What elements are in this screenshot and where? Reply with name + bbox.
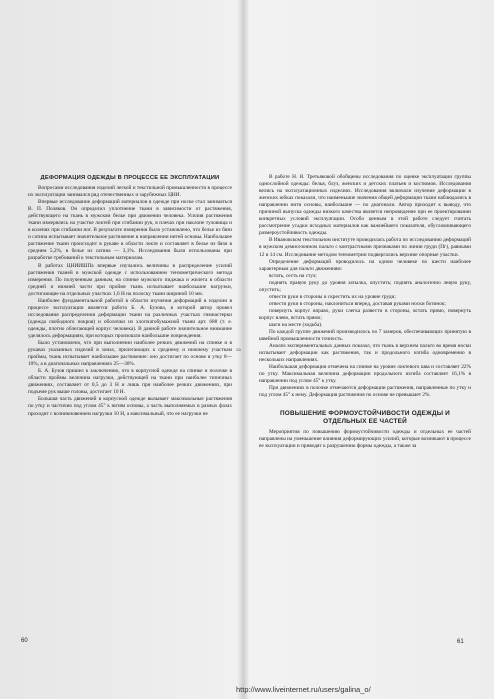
list-item: шаги на месте (ходьба). [269, 321, 323, 328]
paragraph: Б. А. Бузов пришел к заключению, что в корпусной одежде на спинке и полочке в области проймы величина нагрузки, действующей на ткани при наиболее типичных движениях, составляет от 0,5 до 3 Н и лишь при наиболее резких движениях, при подъеме рук выше головы, достигает 10 Н. [28, 368, 232, 396]
section-heading: ПОВЫШЕНИЕ ФОРМОУСТОЙЧИВОСТИ ОДЕЖДЫ И ОТДЕЛЬНЫХ ЕЕ ЧАСТЕЙ [280, 409, 450, 425]
paragraph: По каждой группе движений производилось по 7 замеров, обеспечивающих принятую в швейной промышленности точность. [259, 329, 471, 343]
paragraph: Анализ экспериментальных данных показал, что ткань в верхнем пальто во время носки испытывает деформации как растяжения, так и продольного изгиба одновременно в нескольких направлениях. [259, 343, 471, 364]
paragraph: Большая часть движений в корпусной одежде вызывает максимальные растяжения по утку и частично под углом 45° к нитям основы, а часть выполняемых в разных фазах проходит с возникновением нагрузки 10 Н, а максимальный, что ее нагрузки не [28, 396, 232, 417]
paragraph: Наибольшая деформация отмечена на спинке на уровне локтевого шва и составляет 22% по утку. Максимальная величина деформации продольного изгиба составляет 16,1% в направлении под углом 45° к утку. [259, 364, 471, 385]
section-heading: ДЕФОРМАЦИЯ ОДЕЖДЫ В ПРОЦЕССЕ ЕЕ ЭКСПЛУАТАЦИИ [40, 175, 220, 181]
paragraph: При движениях в полочке отмечаются деформации растяжения, направленные по утку и под углом 45° к нему. Деформация растяжения по основе не превышает 2%. [259, 385, 471, 399]
paragraph: В Ивановском текстильном институте проводилась работа по исследованию деформаций в мужском демисезонном пальто с контрастными признаками по линии груди (Пг), равными 12 и 14 см. Исследование методом тензометрии подвергались верхние опорные участки. [259, 237, 471, 258]
paragraph: Вопросами исследования изделий легкой и текстильной промышленности в процессе их эксплуатации занимался ряд отечественных и зарубежных ЦНИ. [28, 185, 232, 199]
paragraph: Мероприятия по повышению формоустойчивости одежды и отдельных ее частей направлены на уменьшение влияния деформирующих усилий, которые возникают в процессе ее эксплуатации и приводят к разрушению формы одежды, а также за [259, 428, 471, 449]
paragraph: Было установлено, что при выполнении наиболее резких движений на спинке и в рукавах указанных изделий в зонах, прилегающих к среднему и нижнему участкам проймы, ткань испытывает наибольшее растяжение: оно достигает по основе и утку 8—10%, а в диагональных направлениях 25—30%. [28, 340, 232, 368]
list-item: поднять правую руку до уровня затылка, опустить; поднять аналогично левую руку, опустить; [259, 279, 471, 293]
paragraph: Впервые исследование деформаций материалов в одежде при носке стал заниматься В. П. Поляков. Он определил уплотнение ткани в зависимости от растяжения, действующего на ткань в мужском белье при движении человека. Усилия растяжения ткани измерялись на участке локтей при сгибании рук, в плечах при наклоне туловища и в коленях при сгибании ног. В результате измерения было установлено, что белье из бязи и сатина испытывает значительное растяжение в направлении нитей основы. Наибольшее растяжение ткани происходит в рукаве в области локтя и составляет в белье из бязи в среднем 5,2%, в белье из сатина — 3,1%. Исследования были использованы при разработке требований к текстильным материалам. [28, 199, 232, 262]
list-item: отвести руки в стороны, наклониться вперед, доставая руками носки ботинок; [269, 300, 446, 307]
source-watermark: http://www.liveinternet.ru/users/galina_o/ [236, 685, 371, 694]
paragraph: В работе Н. Я. Третьяковой обобщены исследования по оценке эксплуатации группы однослойной одежды: белья, блуз, женских и детских платьев и костюмов. Исследования велись на эксплуатационных изделиях. Исследования включали изучение деформации в женских юбках показали, что наименьшие значения общей деформации ткани наблюдались в направлении нити основы, наибольшие — по диагонали. Автор приходит к выводу, что причиной выпуска одежды низкого качества является непровидение при ее проектировании конкретных условий эксплуатации. Особо ценным в этой работе следует считать рассмотрение усадки исходных материалов как важнейшего показателя, обусловливающего размероустойчивость одежды. [259, 174, 471, 237]
paragraph: Наиболее фундаментальной работой в области изучения деформаций в изделии в процессе эксплуатации является работа Б. А. Бузова, в которой автор провел исследования распределения деформации ткани на различных участках гимнастерки (одежда свободного покроя) и оболочки из хлопчатобумажной ткани арт. 688 (т. е. одежды, плотно облегающей корпус человека). В данной работе значительное внимание уделялось деформациям, при которых произошли наибольшие повреждения. [28, 297, 232, 339]
paragraph: Определение деформаций проводилось на одном человеке по шести наиболее характерным для пальто движениям: [259, 258, 471, 272]
left-page [28, 175, 232, 418]
page-number-right: 61 [457, 639, 464, 645]
right-page [259, 174, 471, 450]
list-item: встать, сесть на стул; [269, 272, 317, 279]
list-item: отвести руки в стороны и скрестить их на уровне груди; [269, 293, 396, 300]
page-number-left: 60 [21, 638, 28, 644]
list-item: повернуть корпус вправо, руки слегка развести в стороны, встать прямо, повернуть корпус влево, встать прямо; [259, 307, 471, 321]
paragraph: В работах ЦНИИШПа впервые изучались величины в распределение усилий растяжения тканей в мужской одежде с использованием тензометрического метода измерения. По полученным данным, на спинке мужского пиджака и жилета в области средней и нижней части при пройме ткань испытывает наибольшие нагрузки, достигающие на отдельных участках 1,6 Н на полоску ткани шириной 10 мм. [28, 262, 232, 297]
gutter-mark: ла [236, 348, 241, 353]
